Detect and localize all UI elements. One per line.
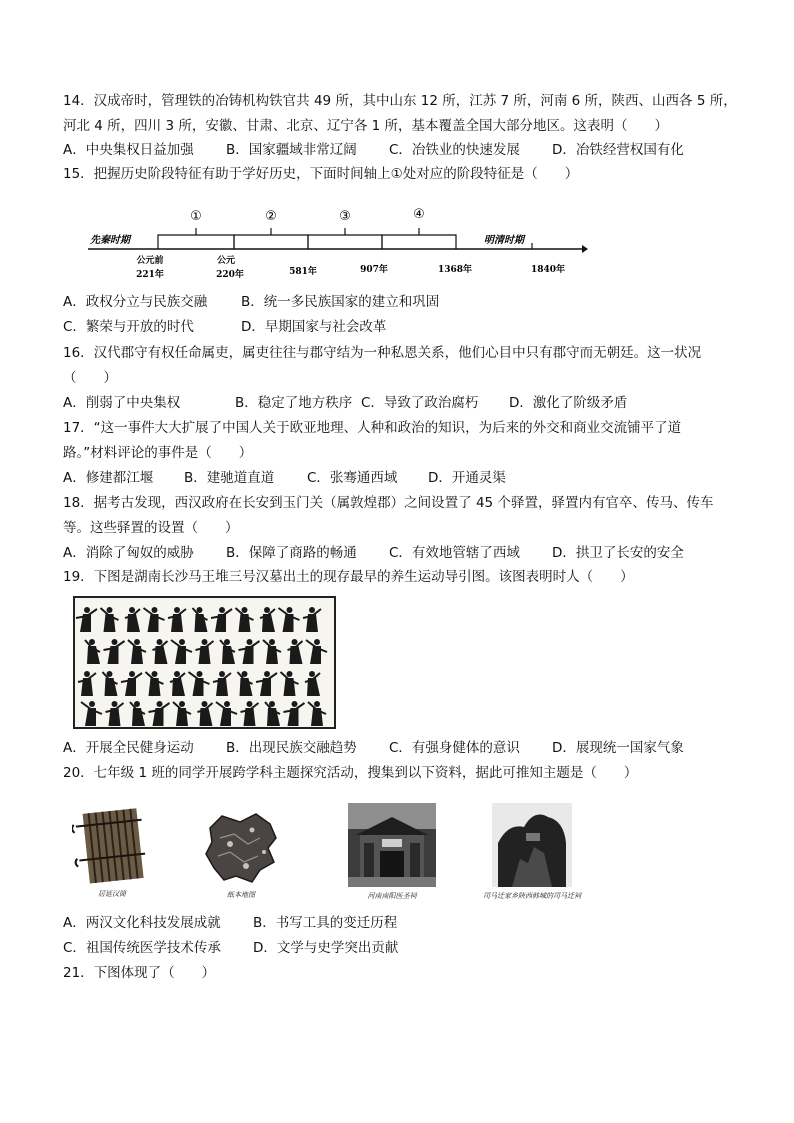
q19-option-a[interactable]: A．开展全民健身运动 <box>63 740 194 756</box>
q14-stem-line1: 14．汉成帝时，管理铁的冶铸机构铁官共 49 所，其中山东 12 所，江苏 7 所，河南 6 所，陕西、山西各 5 所， <box>63 93 737 109</box>
q14-option-b[interactable]: B．国家疆域非常辽阔 <box>226 142 357 158</box>
paper-map-image <box>200 808 282 886</box>
simaqian-shrine-image <box>468 803 596 887</box>
yisheng-shrine-figure <box>348 803 436 901</box>
timeline-marker-3: ③ <box>339 209 351 224</box>
timeline-marker-4: ④ <box>413 207 425 222</box>
q18-stem-line2: 等。这些驿置的设置（ ） <box>63 520 239 536</box>
q19-options <box>63 738 684 758</box>
q14-option-a[interactable]: A．中央集权日益加强 <box>63 142 194 158</box>
q16-stem-line1: 16．汉代郡守有权任命属吏，属吏往往与郡守结为一种私恩关系，他们心目中只有郡守而无朝廷。这一状况 <box>63 345 702 361</box>
caption-simaqian-shrine: 司马迁家乡陕西韩城的司马迁祠 <box>483 892 581 900</box>
q16-option-b[interactable]: B．稳定了地方秩序 <box>235 395 353 411</box>
q20-stem: 20．七年级 1 班的同学开展跨学科主题探究活动，搜集到以下资料，据此可推知主题是（ ） <box>63 765 638 781</box>
q19-stem: 19．下图是湖南长沙马王堆三号汉墓出土的现存最早的养生运动导引图。该图表明时人（ ） <box>63 569 634 585</box>
q16-stem-line2: （ ） <box>63 370 117 386</box>
timeline-tick-581: 581年 <box>289 267 317 277</box>
q18-option-a[interactable]: A．消除了匈奴的威胁 <box>63 545 194 561</box>
timeline-tick-1840: 1840年 <box>530 265 566 275</box>
q18-option-d[interactable]: D．拱卫了长安的安全 <box>552 545 684 561</box>
timeline-marker-1: ① <box>190 209 202 224</box>
q20-option-c[interactable]: C．祖国传统医学技术传承 <box>63 940 221 956</box>
q18-options <box>63 543 684 563</box>
timeline-tick-221bc-line2: 221年 <box>136 270 164 280</box>
q20-option-a[interactable]: A．两汉文化科技发展成就 <box>63 915 221 931</box>
q18-option-c[interactable]: C．有效地管辖了西域 <box>389 545 520 561</box>
q14-options <box>63 140 684 160</box>
q17-option-b[interactable]: B．建驰道直道 <box>184 470 275 486</box>
q14-option-c[interactable]: C．冶铁业的快速发展 <box>389 142 520 158</box>
q17-option-a[interactable]: A．修建都江堰 <box>63 470 154 486</box>
juyan-slips-figure <box>72 805 152 899</box>
paper-map-figure <box>200 808 282 900</box>
q14-option-d[interactable]: D．冶铁经营权国有化 <box>552 142 684 158</box>
timeline-tick-907: 907年 <box>360 265 388 275</box>
simaqian-shrine-figure <box>468 803 596 901</box>
caption-yisheng-shrine: 河南南阳医圣祠 <box>367 892 417 900</box>
timeline-right-label: 明清时期 <box>484 235 524 246</box>
q17-option-c[interactable]: C．张骞通西域 <box>307 470 398 486</box>
q15-stem: 15．把握历史阶段特征有助于学好历史，下面时间轴上①处对应的阶段特征是（ ） <box>63 166 579 182</box>
caption-juyan-slips: 居延汉简 <box>98 890 126 898</box>
timeline-tick-220ad-line1: 公元 <box>216 256 236 266</box>
q19-option-d[interactable]: D．展现统一国家气象 <box>552 740 684 756</box>
q15-option-d[interactable]: D．早期国家与社会改革 <box>241 319 387 335</box>
timeline-figure <box>88 199 588 285</box>
q17-option-d[interactable]: D．开通灵渠 <box>428 470 506 486</box>
q17-stem-line2: 路。”材料评论的事件是（ ） <box>63 445 253 461</box>
caption-paper-map: 纸本地图 <box>227 891 255 899</box>
q18-stem-line1: 18．据考古发现，西汉政府在长安到玉门关（属敦煌郡）之间设置了 45 个驿置，驿置内有官卒、传马、传车 <box>63 495 714 511</box>
q21-stem: 21．下图体现了（ ） <box>63 965 216 981</box>
q19-option-c[interactable]: C．有强身健体的意识 <box>389 740 520 756</box>
timeline-marker-2: ② <box>265 209 277 224</box>
q20-options-row2 <box>63 938 398 958</box>
q15-options-row1 <box>63 292 439 312</box>
q15-option-b[interactable]: B．统一多民族国家的建立和巩固 <box>241 294 440 310</box>
q15-option-c[interactable]: C．繁荣与开放的时代 <box>63 319 194 335</box>
q17-options <box>63 468 506 488</box>
q19-option-b[interactable]: B．出现民族交融趋势 <box>226 740 357 756</box>
q15-options-row2 <box>63 317 386 337</box>
q15-option-a[interactable]: A．政权分立与民族交融 <box>63 294 208 310</box>
q16-option-c[interactable]: C．导致了政治腐朽 <box>361 395 479 411</box>
q16-option-d[interactable]: D．激化了阶级矛盾 <box>509 395 628 411</box>
q20-option-d[interactable]: D．文学与史学突出贡献 <box>253 940 399 956</box>
q16-options <box>63 393 627 413</box>
daoyin-tu-image <box>73 596 336 729</box>
timeline-left-label: 先秦时期 <box>90 235 130 246</box>
q20-option-b[interactable]: B．书写工具的变迁历程 <box>253 915 398 931</box>
timeline-tick-220ad-line2: 220年 <box>216 270 244 280</box>
timeline-tick-221bc-line1: 公元前 <box>136 256 164 266</box>
shrine-gate-image <box>348 803 436 887</box>
q20-options-row1 <box>63 913 397 933</box>
q17-stem-line1: 17．“这一事件大大扩展了中国人关于欧亚地理、人种和政治的知识，为后来的外交和商业交流铺平了道 <box>63 420 682 436</box>
q14-stem-line2: 河北 4 所，四川 3 所，安徽、甘肃、北京、辽宁各 1 所，基本覆盖全国大部分地区。这表明（ ） <box>63 118 669 134</box>
q18-option-b[interactable]: B．保障了商路的畅通 <box>226 545 357 561</box>
timeline-tick-1368: 1368年 <box>437 265 473 275</box>
bamboo-slips-image <box>72 805 152 885</box>
q16-option-a[interactable]: A．削弱了中央集权 <box>63 395 181 411</box>
